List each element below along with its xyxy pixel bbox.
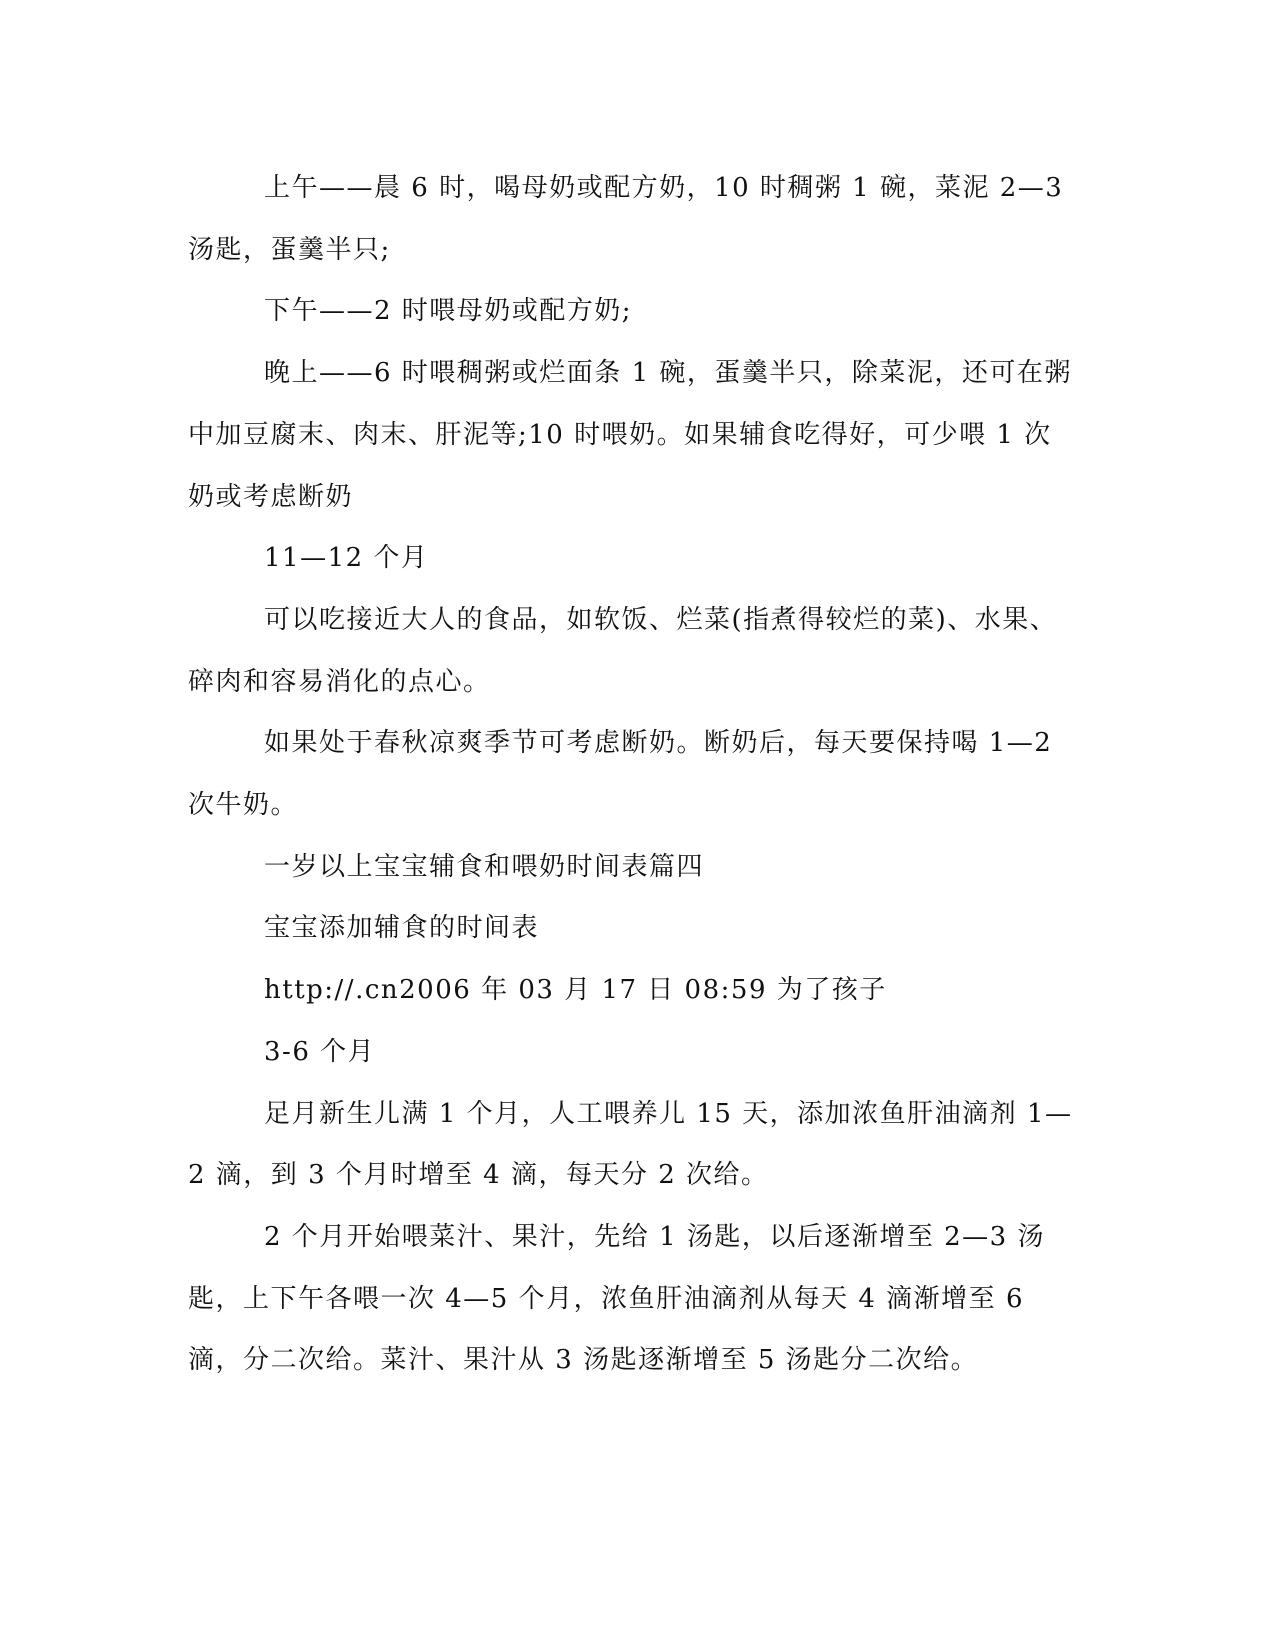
article-subtitle: 宝宝添加辅食的时间表 bbox=[264, 913, 540, 944]
section-heading-3-6-months: 3-6 个月 bbox=[264, 1036, 376, 1067]
article-source-line: http://.cn2006 年 03 月 17 日 08:59 为了孩子 bbox=[264, 975, 887, 1006]
paragraph-weaning: 如果处于春秋凉爽季节可考虑断奶。断奶后，每天要保持喝 1—2 次牛奶。 bbox=[188, 728, 1053, 821]
section-heading-11-12-months: 11—12 个月 bbox=[264, 543, 429, 574]
article-title: 一岁以上宝宝辅食和喂奶时间表篇四 bbox=[264, 851, 705, 882]
paragraph-cod-liver-oil: 足月新生儿满 1 个月，人工喂养儿 15 天，添加浓鱼肝油滴剂 1—2 滴，到 3 个月时增至 4 滴，每天分 2 次给。 bbox=[188, 1098, 1073, 1191]
paragraph-evening-schedule: 晚上——6 时喂稠粥或烂面条 1 碗，蛋羹半只，除菜泥，还可在粥中加豆腐末、肉末、肝泥等;10 时喂奶。如果辅食吃得好，可少喂 1 次奶或考虑断奶 bbox=[188, 358, 1072, 512]
paragraph-adult-foods: 可以吃接近大人的食品，如软饭、烂菜(指煮得较烂的菜)、水果、碎肉和容易消化的点心。 bbox=[188, 604, 1058, 697]
paragraph-afternoon-schedule: 下午——2 时喂母奶或配方奶; bbox=[264, 296, 633, 327]
paragraph-morning-schedule: 上午——晨 6 时，喝母奶或配方奶，10 时稠粥 1 碗，菜泥 2—3 汤匙，蛋羹半只; bbox=[188, 173, 1064, 265]
document-body bbox=[188, 158, 1075, 1392]
paragraph-vegetable-fruit-juice: 2 个月开始喂菜汁、果汁，先给 1 汤匙，以后逐渐增至 2—3 汤匙，上下午各喂一次 4—5 个月，浓鱼肝油滴剂从每天 4 滴渐增至 6 滴，分二次给。菜汁、果汁从 3 汤匙逐渐增至 5 汤匙分二次给。 bbox=[188, 1221, 1045, 1376]
